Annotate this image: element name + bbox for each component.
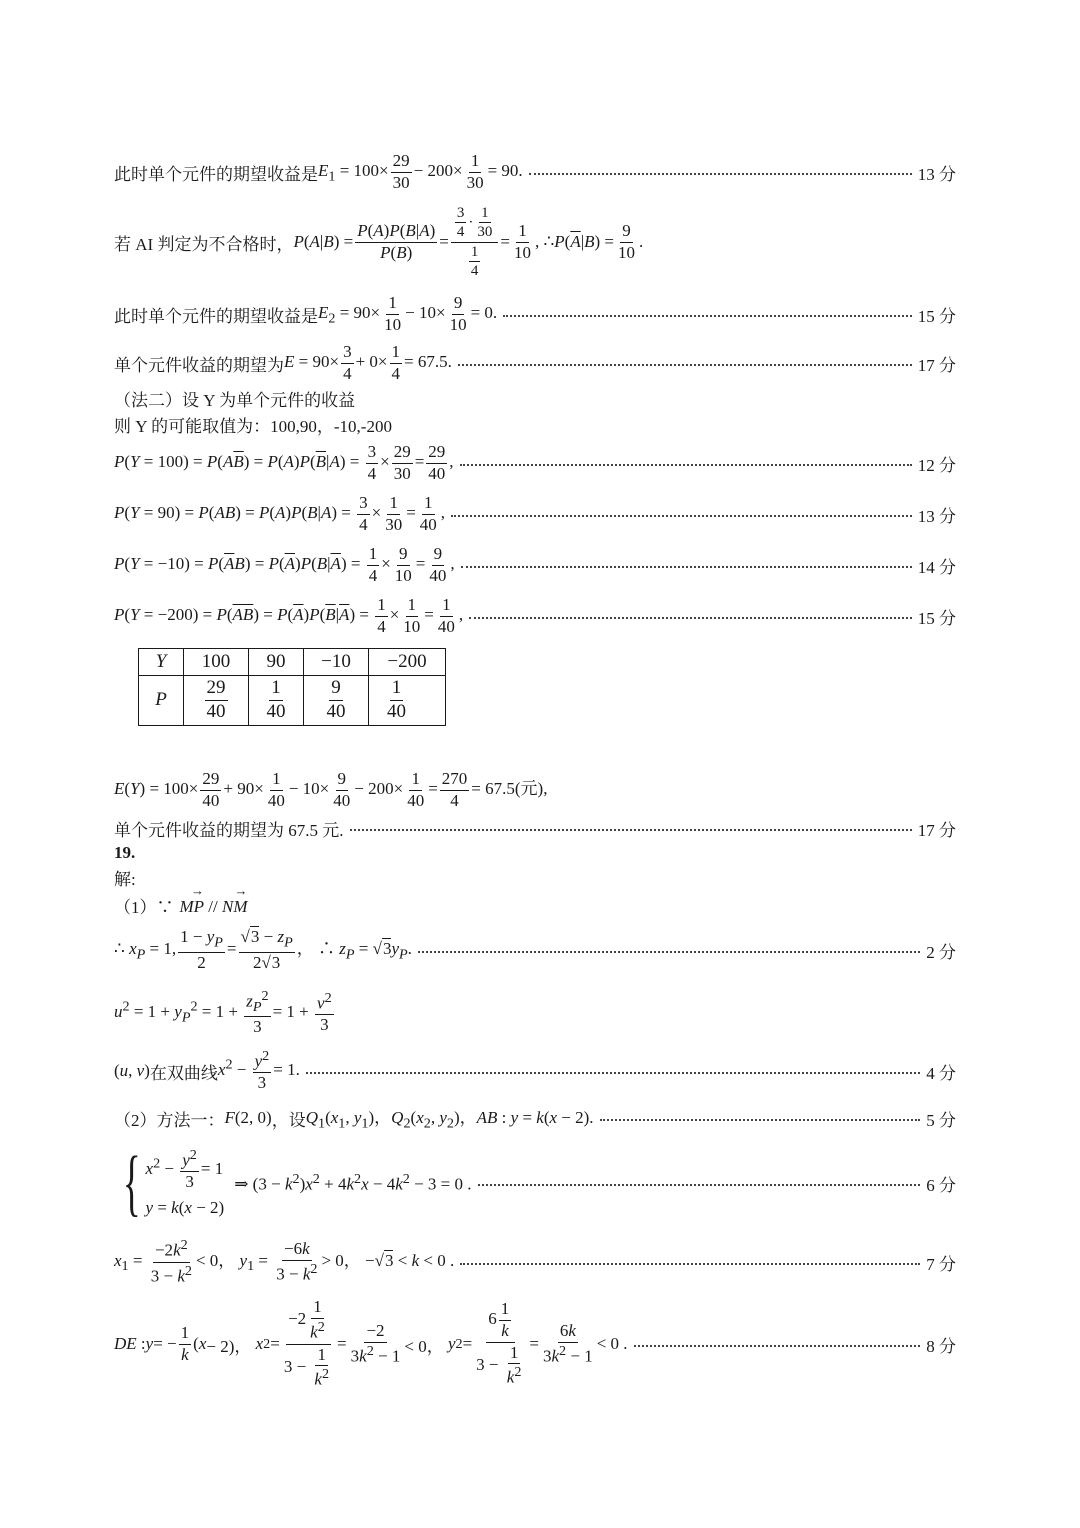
line-cond-text: 若 AI 判定为不合格时， bbox=[114, 234, 294, 254]
formula-parallel: MP → // NM → bbox=[180, 893, 248, 917]
dot-leader bbox=[634, 1345, 921, 1347]
part2-label: （2）方法一： bbox=[114, 1110, 225, 1130]
score-12: 12 分 bbox=[917, 455, 956, 475]
distribution-table bbox=[138, 648, 446, 726]
score-5: 5 分 bbox=[926, 1110, 956, 1130]
score-14: 14 分 bbox=[917, 557, 956, 577]
table-cell-p: P bbox=[139, 676, 184, 726]
dot-leader bbox=[469, 617, 912, 619]
table-row bbox=[139, 649, 446, 676]
conclusion-text: 单个元件收益的期望为 67.5 元. bbox=[114, 820, 344, 840]
hyperbola-text: 在双曲线 bbox=[149, 1063, 218, 1083]
formula-e: E = 90× $\frac{3}{4}$ + 0× $\frac{1}{4}$ = 67.5. bbox=[284, 341, 452, 383]
line-ey bbox=[114, 764, 956, 816]
line-conclusion bbox=[114, 816, 956, 840]
formula-hyperbola: $x^2$ − $\frac{y^2}{3}$ = 1. bbox=[217, 1047, 300, 1093]
formula-f: F(2, 0) bbox=[224, 1108, 272, 1127]
score-13: 13 分 bbox=[917, 164, 956, 184]
formula-e1: $E_1 = 100\times$ $\frac{29}{30}$ − 200× $\frac{1}{30}$ = 90. bbox=[318, 150, 523, 192]
dot-leader bbox=[478, 1184, 921, 1186]
table-cell: −10 bbox=[304, 649, 369, 676]
dot-leader bbox=[306, 1072, 920, 1074]
score-4: 4 分 bbox=[926, 1063, 956, 1083]
line-part2 bbox=[114, 1102, 956, 1134]
table-cell: $\frac{1}{40}$ bbox=[369, 676, 446, 726]
dot-leader bbox=[600, 1119, 921, 1121]
formula-xp: ∴ $x_P = 1$, $\frac{1 - y_P}{2}$ = $\frac{√3 - z_P}{2√3}$ ， ∴ $z_P = √3y_P$. bbox=[114, 926, 412, 972]
line-e2-text: 此时单个元件的期望收益是 bbox=[114, 306, 318, 326]
table-cell: 100 bbox=[184, 649, 249, 676]
formula-de: DE : y = − $\frac{1}{k}$ ( x − 2)， x 2 = −2 $\frac{1}{k^2}$ 3 − $\frac{1}{k^2}$ = $\frac{-2}{3k^2 - 1}$ < 0， y 2 = 6 $\frac{1}{k}$ 3 − $\frac{1}{k^2}$ = $\frac{6k}{3k^2 - 1}$ < 0 . bbox=[114, 1297, 628, 1389]
score-15b: 15 分 bbox=[917, 608, 956, 628]
part2-mid: ，设 bbox=[271, 1110, 306, 1130]
line-e1 bbox=[114, 148, 956, 196]
dot-leader bbox=[529, 173, 912, 175]
formula-uv: (u, v) bbox=[114, 1061, 150, 1080]
line-e-text: 单个元件收益的期望为 bbox=[114, 355, 284, 375]
table-cell-y: Y bbox=[139, 649, 184, 676]
score-7: 7 分 bbox=[926, 1254, 956, 1274]
dot-leader bbox=[503, 315, 912, 317]
formula-u2: $u^2 = 1 + y_P^2 = 1$ + $\frac{z_P^2}{3}$ = 1 + $\frac{v^2}{3}$ bbox=[114, 987, 332, 1037]
line-py100 bbox=[114, 438, 956, 488]
formula-pyminus10: $P(Y = -10) = P(\overline{A}B) = P(\overline{A})P(B|\overline{A})$ = $\frac{1}{4}$ × $\frac{9}{10}$ = $\frac{9}{40}$ , bbox=[114, 543, 455, 585]
part1-label: （1）∵ bbox=[114, 897, 174, 917]
dot-leader bbox=[460, 464, 912, 466]
line-xp bbox=[114, 922, 956, 978]
values-line bbox=[114, 412, 956, 436]
score-8: 8 分 bbox=[926, 1336, 956, 1356]
table-cell: $\frac{29}{40}$ bbox=[184, 676, 249, 726]
table-cell: −200 bbox=[369, 649, 446, 676]
formula-conditional: P ( A | B ) = $\frac{P(A)P(B|A)}{P(B)}$ = $\frac{3}{4}$ · $\frac{1}{30}$ $\frac{1}{4}$ = $\frac{1}{10}$ , ∴ P ( $\overline{A}$ | B ) = $\frac{9}{10}$ . bbox=[293, 204, 644, 279]
line-e2 bbox=[114, 290, 956, 338]
formula-pyminus200: $P(Y = -200) = P(\overline{AB}) = P(\overline{A})P(\overline{B}|\overline{A})$ = $\frac{1}{4}$ × $\frac{1}{10}$ = $\frac{1}{40}$ , bbox=[114, 594, 464, 636]
formula-x1y1: $x_1$ = $\frac{-2k^2}{3 - k^2}$ < 0， $y_1$ = $\frac{-6k}{3 - k^2}$ > 0， −√3 < k < 0 . bbox=[114, 1237, 455, 1286]
line-x1y1 bbox=[114, 1234, 956, 1290]
table-cell: $\frac{9}{40}$ bbox=[304, 676, 369, 726]
line-pyminus10 bbox=[114, 540, 956, 590]
score-2: 2 分 bbox=[926, 942, 956, 962]
formula-py90: P(Y = 90) = P(AB) = P(A)P(B|A) = $\frac{3}{4}$ × $\frac{1}{30}$ = $\frac{1}{40}$ , bbox=[114, 492, 446, 534]
question-number: 19. bbox=[114, 843, 136, 862]
values-text: 则 Y 的可能取值为：100,90，-10,-200 bbox=[114, 416, 392, 436]
dot-leader bbox=[451, 515, 912, 517]
formula-ey: E(Y) = 100× $\frac{29}{40}$ + 90× $\frac{1}{40}$ − 10× $\frac{9}{40}$ − 200× $\frac{1}{40}$ = $\frac{270}{4}$ = 67.5(元), bbox=[114, 768, 548, 810]
equation-system: { $x^2$ − $\frac{y^2}{3}$ = 1 y = k(x − 2) bbox=[122, 1142, 225, 1224]
formula-py100: $P(Y = 100) = P(A\overline{B}) = P(A)P(\overline{B}|A)$ = $\frac{3}{4}$ × $\frac{29}{30}$ = $\frac{29}{40}$ , bbox=[114, 441, 454, 483]
dot-leader bbox=[350, 829, 912, 831]
formula-points: $Q_1(x_1$, $y_1$)，$Q_2(x_2$, $y_2$)，AB : y = k(x − 2). bbox=[305, 1108, 594, 1132]
line-de bbox=[114, 1294, 956, 1394]
score-17: 17 分 bbox=[917, 355, 956, 375]
score-13b: 13 分 bbox=[917, 506, 956, 526]
method2-text: （法二）设 Y 为单个元件的收益 bbox=[114, 390, 356, 410]
table-cell: 90 bbox=[249, 649, 304, 676]
jie-text: 解: bbox=[114, 869, 136, 889]
line-part1 bbox=[114, 890, 956, 920]
line-u2 bbox=[114, 986, 956, 1040]
formula-e2: $E_2 = 90\times$ $\frac{1}{10}$ − 10× $\frac{9}{10}$ = 0. bbox=[318, 292, 498, 334]
formula-quadratic: ⇒ $(3 - k^2)x^2 + 4k^2x - 4k^2 - 3 = 0$ . bbox=[234, 1171, 472, 1194]
dot-leader bbox=[460, 1263, 920, 1265]
line-hyperbola bbox=[114, 1044, 956, 1098]
table-cell: $\frac{1}{40}$ bbox=[249, 676, 304, 726]
dot-leader bbox=[418, 951, 920, 953]
score-6: 6 分 bbox=[926, 1175, 956, 1195]
score-15: 15 分 bbox=[917, 306, 956, 326]
table-row bbox=[139, 676, 446, 726]
question-19 bbox=[114, 842, 956, 864]
line-pyminus200 bbox=[114, 591, 956, 641]
dot-leader bbox=[458, 364, 912, 366]
dot-leader bbox=[461, 566, 912, 568]
line-e1-text: 此时单个元件的期望收益是 bbox=[114, 164, 318, 184]
line-conditional bbox=[114, 198, 956, 286]
line-system bbox=[114, 1138, 956, 1228]
score-17b: 17 分 bbox=[917, 820, 956, 840]
line-e bbox=[114, 340, 956, 386]
line-py90 bbox=[114, 489, 956, 539]
method2-intro bbox=[114, 386, 956, 410]
